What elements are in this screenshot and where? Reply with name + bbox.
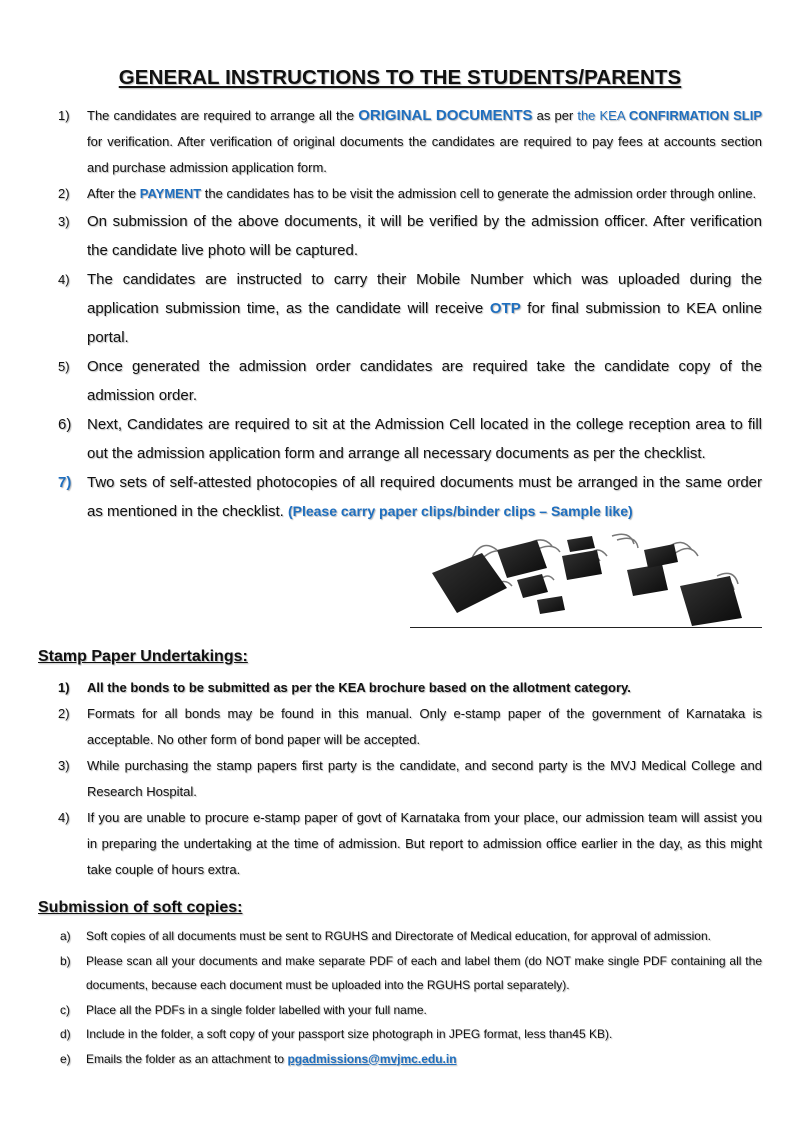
item-text: Place all the PDFs in a single folder labelled with your full name. [86,1002,427,1017]
instructions-list [58,103,762,526]
item-number: d) [60,1027,71,1041]
item-text: as per [532,108,578,123]
list-item [58,753,762,805]
stamp-list [58,675,762,883]
list-item [58,410,762,468]
paper-clips-note: (Please carry paper clips/binder clips – Sample like) [287,503,633,519]
item-number: 3) [58,214,70,229]
item-number: 4) [58,810,70,825]
list-item [58,207,762,265]
item-number: a) [60,929,71,943]
list-item [58,701,762,753]
item-text: for final submission to KEA online portal. [87,300,762,346]
list-item [58,181,762,207]
item-number: 3) [58,758,70,773]
item-number: 1) [58,108,70,123]
list-item [58,468,762,526]
item-text: Include in the folder, a soft copy of your passport size photograph in JPEG format, less than45 KB). [86,1027,613,1041]
list-item [58,265,762,352]
item-number: 5) [58,359,70,374]
list-item [60,924,762,949]
item-text: the candidates has to be visit the admission cell to generate the admission order through online. [201,186,757,201]
item-number: e) [60,1051,71,1066]
item-text: Next, Candidates are required to sit at the Admission Cell located in the college reception area to fill out the admission application form and arrange all necessary documents as per the checklist. [87,416,762,462]
email-link[interactable]: pgadmissions@mvjmc.edu.in [287,1051,457,1066]
original-documents-highlight: ORIGINAL DOCUMENTS [358,107,533,124]
item-number: c) [60,1002,70,1017]
binder-clips-image [412,528,762,628]
item-text: Once generated the admission order candidates are required take the candidate copy of the admission order. [87,358,762,404]
stamp-heading: Stamp Paper Undertakings: [38,648,248,665]
list-item [60,1047,762,1072]
item-text: Please scan all your documents and make separate PDF of each and label them (do NOT make single PDF containing all the documents, because each document must be uploaded into the RGUHS portal separately). [86,953,762,992]
payment-highlight: PAYMENT [139,186,202,201]
soft-copies-heading: Submission of soft copies: [38,899,243,916]
item-number: 4) [58,272,70,287]
item-text: Formats for all bonds may be found in this manual. Only e-stamp paper of the government of Karnataka is acceptable. No other form of bond paper will be accepted. [87,706,762,747]
list-item [60,998,762,1023]
item-text: While purchasing the stamp papers first party is the candidate, and second party is the MVJ Medical College and Research Hospital. [87,758,762,799]
confirmation-slip-highlight: CONFIRMATION SLIP [628,108,763,123]
item-text: The candidates are instructed to carry their Mobile Number which was uploaded during the application submission time, as the candidate will receive [87,271,762,317]
page-title: GENERAL INSTRUCTIONS TO THE STUDENTS/PARENTS [118,66,682,89]
item-text: All the bonds to be submitted as per the KEA brochure based on the allotment category. [87,680,631,695]
otp-highlight: OTP [489,300,521,317]
item-text: Two sets of self-attested photocopies of all required documents must be arranged in the same order as mentioned in the checklist. [87,474,762,520]
item-number: 2) [58,186,70,201]
item-text: The candidates are required to arrange all the [87,108,359,123]
list-item [60,949,762,998]
item-number: 1) [58,680,70,695]
item-number: b) [60,953,71,968]
soft-copies-list [60,924,762,1071]
item-number: 6) [58,416,72,433]
list-item [60,1022,762,1047]
item-text: After the [87,186,140,201]
item-text: for verification. After verification of original documents the candidates are required to pay fees at accounts section and purchase admission application form. [87,134,762,175]
item-text: On submission of the above documents, it will be verified by the admission officer. After verification the candidate live photo will be captured. [87,213,762,259]
list-item [58,805,762,883]
list-item [58,103,762,181]
list-item [58,675,762,701]
item-text: Soft copies of all documents must be sent to RGUHS and Directorate of Medical education, for approval of admission. [86,929,711,943]
item-text: If you are unable to procure e-stamp paper of govt of Karnataka from your place, our admission team will assist you in preparing the undertaking at the time of admission. But report to admission office earlier in the day, as this might take couple of hours extra. [87,810,762,877]
item-text: Emails the folder as an attachment to [86,1051,288,1066]
divider-line [410,627,762,628]
item-number: 7) [58,474,72,491]
kea-highlight: the KEA [577,108,629,123]
item-number: 2) [58,706,70,721]
list-item [58,352,762,410]
